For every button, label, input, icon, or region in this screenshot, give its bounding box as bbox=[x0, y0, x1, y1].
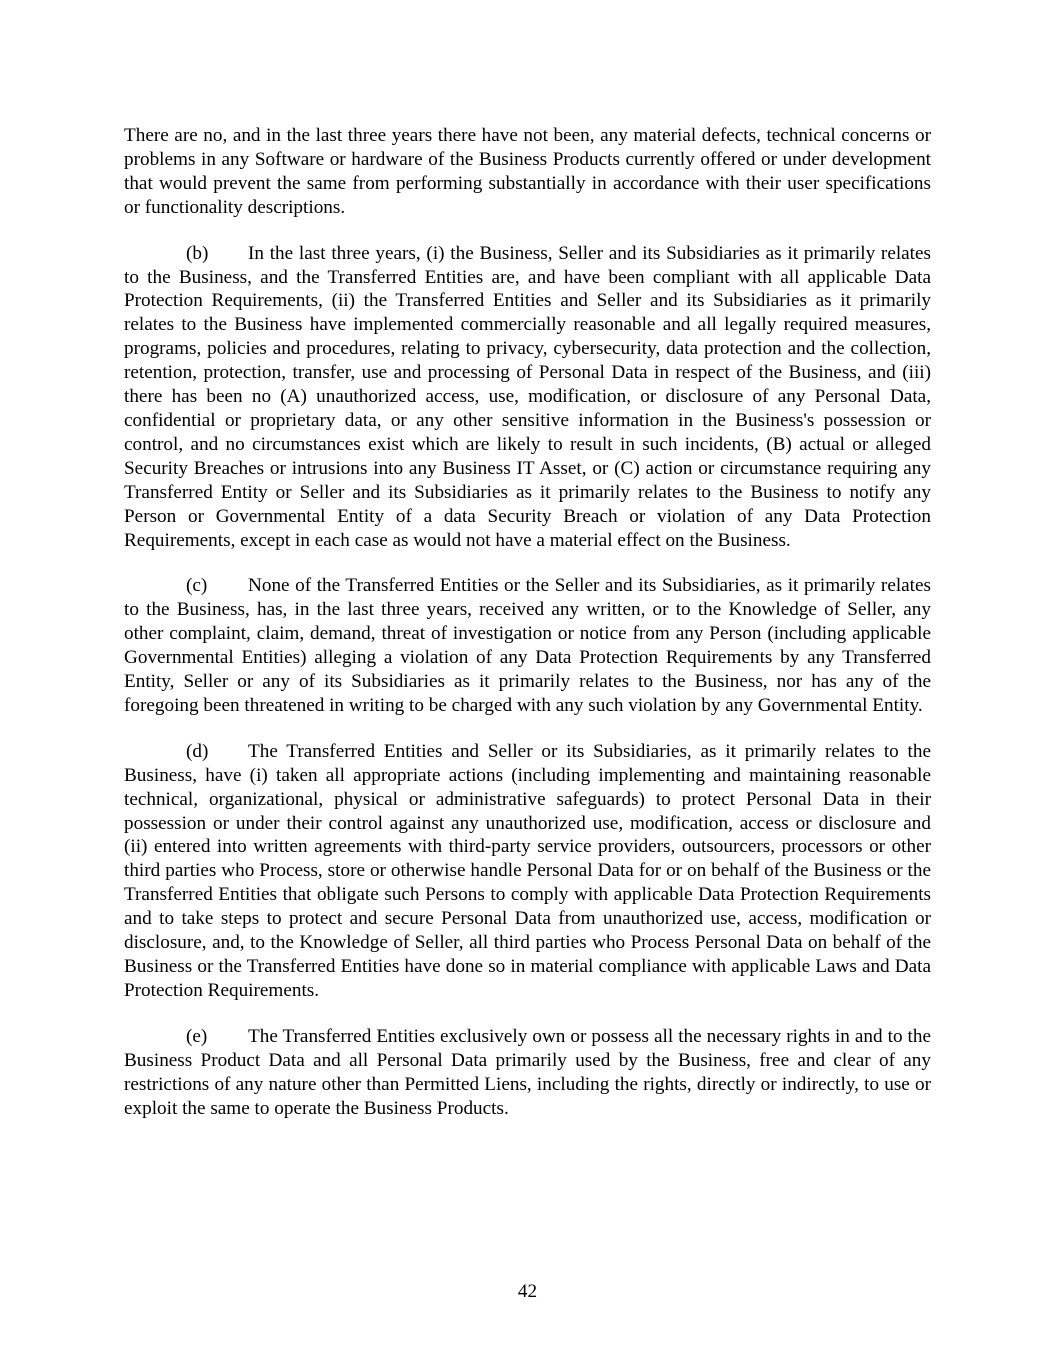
paragraph-label-c: (c) bbox=[186, 575, 208, 597]
paragraph-text-e: The Transferred Entities exclusively own or possess all the necessary rights in and to the Business Product Data and all Personal Data primarily used by the Business, free and clear of any restrictions of any nature other than Permitted Liens, including the rights, directly or indirectly, to use or exploit the same to operate the Business Products. bbox=[124, 1025, 931, 1119]
paragraph-label-b: (b) bbox=[186, 242, 209, 264]
paragraph-label-d: (d) bbox=[186, 740, 209, 762]
paragraph-c bbox=[124, 574, 931, 717]
paragraph-continuation: There are no, and in the last three years there have not been, any material defects, technical concerns or problems in any Software or hardware of the Business Products currently offered or under development that would prevent the same from performing substantially in accordance with their user specifications or functionality descriptions. bbox=[124, 125, 931, 218]
paragraph-text-b: In the last three years, (i) the Business, Seller and its Subsidiaries as it primarily relates to the Business, and the Transferred Entities are, and have been compliant with all applicable Data Protection Requirements, (ii) the Transferred Entities and Seller and its Subsidiaries as it primarily relates to the Business have implemented commercially reasonable and all legally required measures, programs, policies and procedures, relating to privacy, cybersecurity, data protection and the collection, retention, protection, transfer, use and processing of Personal Data in respect of the Business, and (iii) there has been no (A) unauthorized access, use, modification, or disclosure of any Personal Data, confidential or proprietary data, or any other sensitive information in the Business's possession or control, and no circumstances exist which are likely to result in such incidents, (B) actual or alleged Security Breaches or intrusions into any Business IT Asset, or (C) action or circumstance requiring any Transferred Entity or Seller and its Subsidiaries as it primarily relates to the Business to notify any Person or Governmental Entity of a data Security Breach or violation of any Data Protection Requirements, except in each case as would not have a material effect on the Business. bbox=[124, 242, 931, 551]
paragraph-text-d: The Transferred Entities and Seller or its Subsidiaries, as it primarily relates to the Business, have (i) taken all appropriate actions (including implementing and maintaining reasonable technical, organizational, physical or administrative safeguards) to protect Personal Data in their possession or under their control against any unauthorized use, modification, access or disclosure and (ii) entered into written agreements with third-party service providers, outsourcers, processors or other third parties who Process, store or otherwise handle Personal Data for or on behalf of the Business or the Transferred Entities that obligate such Persons to comply with applicable Data Protection Requirements and to take steps to protect and secure Personal Data from unauthorized use, access, modification or disclosure, and, to the Knowledge of Seller, all third parties who Process Personal Data on behalf of the Business or the Transferred Entities have done so in material compliance with applicable Laws and Data Protection Requirements. bbox=[124, 740, 931, 1001]
document-page bbox=[124, 124, 931, 1142]
page-number: 42 bbox=[517, 1281, 538, 1302]
paragraph-e bbox=[124, 1025, 931, 1121]
paragraph-text-c: None of the Transferred Entities or the Seller and its Subsidiaries, as it primarily relates to the Business, has, in the last three years, received any written, or to the Knowledge of Seller, any other complaint, claim, demand, threat of investigation or notice from any Person (including applicable Governmental Entities) alleging a violation of any Data Protection Requirements by any Transferred Entity, Seller or any of its Subsidiaries as it primarily relates to the Business, nor has any of the foregoing been threatened in writing to be charged with any such violation by any Governmental Entity. bbox=[124, 575, 931, 716]
paragraph-label-e: (e) bbox=[186, 1025, 208, 1047]
paragraph-d bbox=[124, 740, 931, 1003]
paragraph-b bbox=[124, 242, 931, 553]
